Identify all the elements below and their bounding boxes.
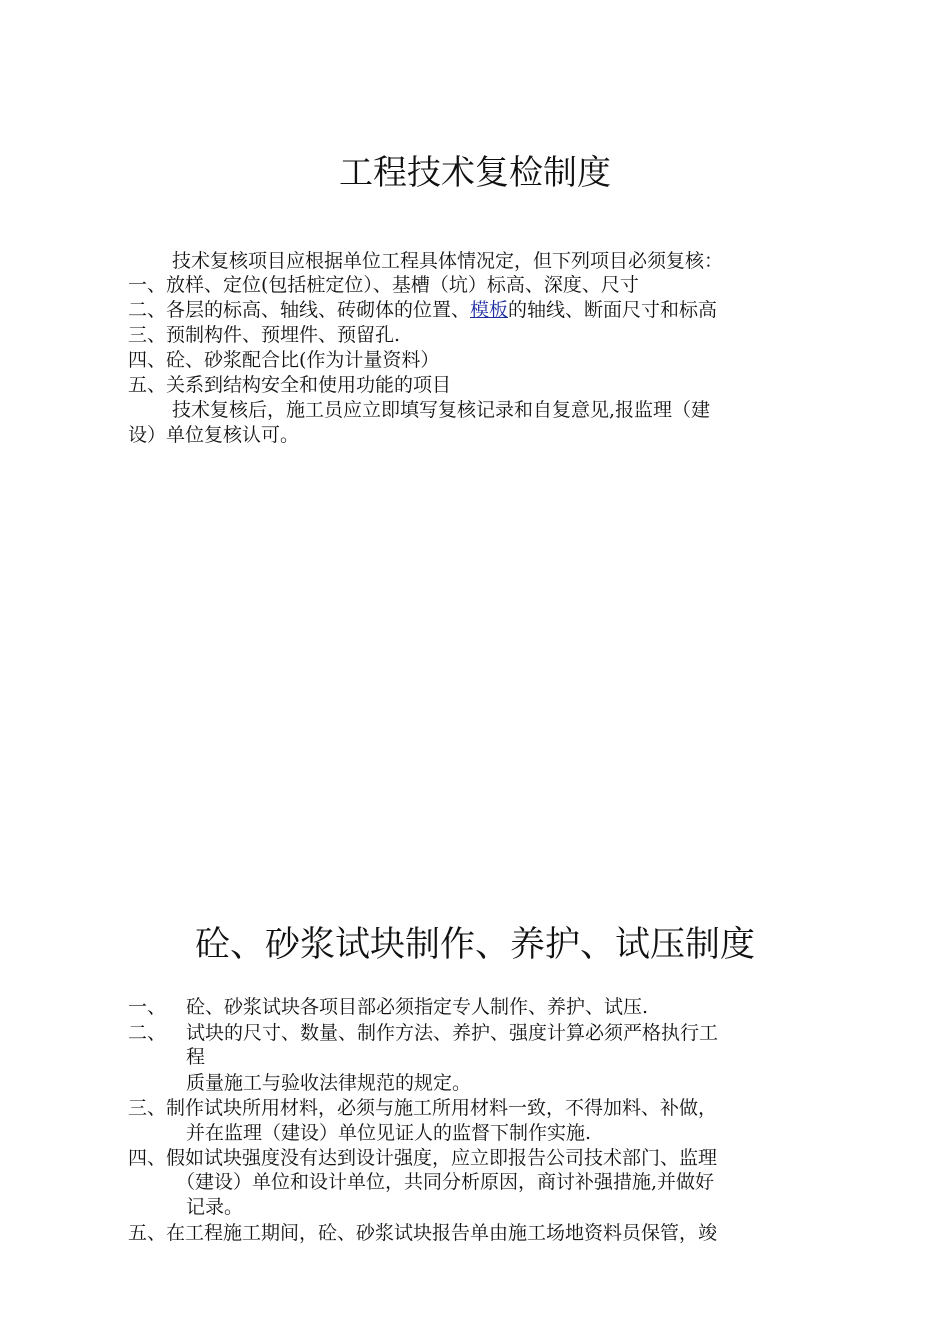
section1-intro: 技术复核项目应根据单位工程具体情况定，但下列项目必须复核： [172, 250, 724, 272]
section2-item-4-line-3: 记录。 [186, 1196, 244, 1218]
section2-item-3-line-1: 三、制作试块所用材料，必须与施工所用材料一致，不得加料、补做， [128, 1097, 718, 1119]
section2-item-4-line-1: 四、假如试块强度没有达到设计强度，应立即报告公司技术部门、监理 [128, 1147, 718, 1169]
section1-item-2-post: 的轴线、断面尺寸和标高 [508, 299, 718, 321]
section2-item-2-number: 二、 [128, 1022, 167, 1044]
section2-item-3-line-2: 并在监理（建设）单位见证人的监督下制作实施. [186, 1122, 592, 1144]
section1-item-2 [128, 298, 717, 322]
section1-title: 工程技术复检制度 [339, 153, 611, 193]
section1-item-3: 三、预制构件、预埋件、预留孔. [128, 324, 401, 346]
section2-item-2-line-1: 试块的尺寸、数量、制作方法、养护、强度计算必须严格执行工 [186, 1022, 719, 1044]
section2-item-4-line-2: （建设）单位和设计单位，共同分析原因，商讨补强措施,并做好 [176, 1171, 715, 1193]
section2-title: 砼、砂浆试块制作、养护、试压制度 [194, 925, 755, 965]
section2-item-2-line-3: 质量施工与验收法律规范的规定。 [186, 1072, 472, 1094]
section1-closing-line-1: 技术复核后，施工员应立即填写复核记录和自复意见,报监理（建 [172, 399, 711, 421]
formwork-link[interactable]: 模板 [470, 299, 509, 321]
section1-item-2-pre: 二、各层的标高、轴线、砖砌体的位置、 [128, 299, 471, 321]
section2-item-2-line-2: 程 [186, 1046, 206, 1068]
section1-item-4: 四、砼、砂浆配合比(作为计量资料） [128, 349, 440, 371]
section2-item-5-line-1: 五、在工程施工期间，砼、砂浆试块报告单由施工场地资料员保管，竣 [128, 1222, 718, 1244]
section2-item-1-text: 砼、砂浆试块各项目部必须指定专人制作、养护、试压. [186, 996, 649, 1018]
section1-item-1: 一、放样、定位(包括桩定位）、基槽（坑）标高、深度、尺寸 [128, 274, 639, 296]
section2-item-1-number: 一、 [128, 996, 167, 1018]
section1-item-5: 五、关系到结构安全和使用功能的项目 [128, 374, 452, 396]
section1-closing-line-2: 设）单位复核认可。 [128, 424, 300, 446]
